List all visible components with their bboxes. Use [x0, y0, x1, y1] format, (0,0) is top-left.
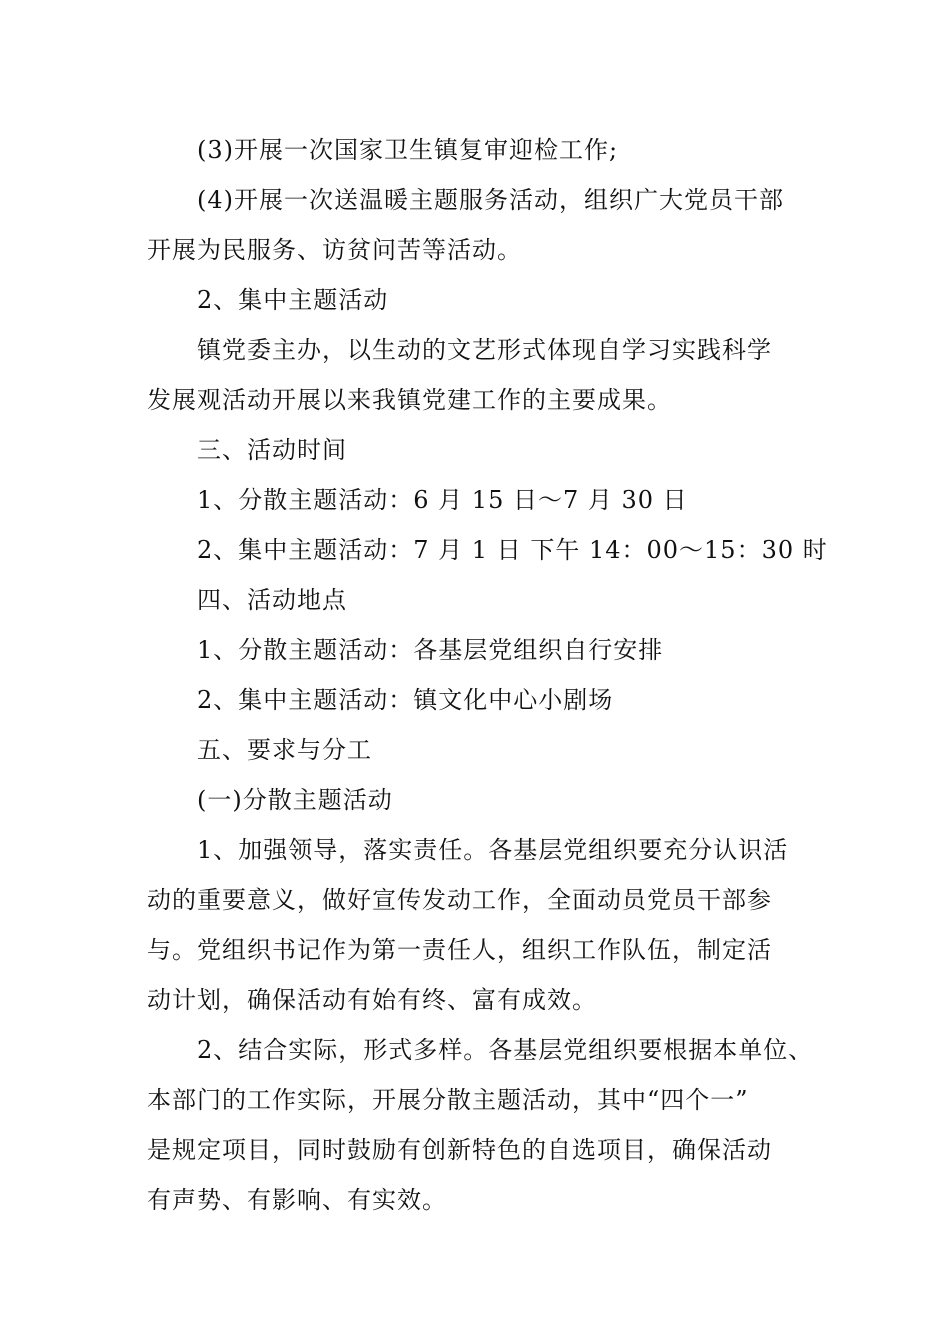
text-line: 1、加强领导，落实责任。各基层党组织要充分认识活 [197, 836, 789, 864]
text-line: 1、分散主题活动：6 月 15 日～7 月 30 日 [197, 486, 688, 514]
text-line: 本部门的工作实际，开展分散主题活动，其中“四个一” [147, 1086, 749, 1114]
text-line: 2、集中主题活动：7 月 1 日 下午 14：00～15：30 时 [197, 536, 828, 564]
section-heading: 四、活动地点 [197, 586, 347, 614]
section-heading: 2、集中主题活动 [197, 286, 389, 314]
text-line: 动的重要意义，做好宣传发动工作，全面动员党员干部参 [147, 886, 772, 914]
text-line: 发展观活动开展以来我镇党建工作的主要成果。 [147, 386, 672, 414]
text-line: 1、分散主题活动：各基层党组织自行安排 [197, 636, 664, 664]
section-heading: 三、活动时间 [197, 436, 347, 464]
text-line: 开展为民服务、访贫问苦等活动。 [147, 236, 522, 264]
text-line: (3)开展一次国家卫生镇复审迎检工作; [197, 136, 619, 164]
section-heading: 五、要求与分工 [197, 736, 372, 764]
text-line: 2、结合实际，形式多样。各基层党组织要根据本单位、 [197, 1036, 814, 1064]
text-line: 有声势、有影响、有实效。 [147, 1186, 447, 1214]
text-line: 与。党组织书记作为第一责任人，组织工作队伍，制定活 [147, 936, 772, 964]
text-line: 镇党委主办，以生动的文艺形式体现自学习实践科学 [197, 336, 772, 364]
text-line: 是规定项目，同时鼓励有创新特色的自选项目，确保活动 [147, 1136, 772, 1164]
subsection-heading: (一)分散主题活动 [197, 786, 393, 814]
text-line: (4)开展一次送温暖主题服务活动，组织广大党员干部 [197, 186, 784, 214]
text-line: 2、集中主题活动：镇文化中心小剧场 [197, 686, 614, 714]
text-line: 动计划，确保活动有始有终、富有成效。 [147, 986, 597, 1014]
